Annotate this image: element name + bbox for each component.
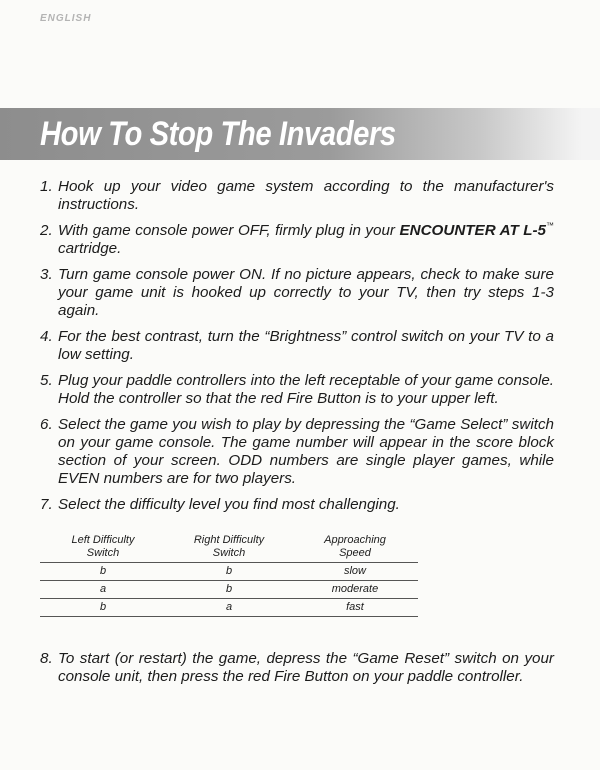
page-title: How To Stop The Invaders: [40, 115, 396, 153]
step-number: 4.: [40, 328, 53, 345]
step-number: 1.: [40, 178, 53, 195]
header-line: Right Difficulty: [193, 534, 265, 546]
table-row: [40, 598, 418, 617]
table-cell: b: [99, 601, 107, 613]
table-row: [40, 562, 418, 580]
instruction-step-6: [40, 416, 554, 488]
step-number: 2.: [40, 222, 53, 239]
step-number: 7.: [40, 496, 53, 513]
instruction-step-8: [40, 650, 554, 686]
table-row: [40, 580, 418, 598]
step-text: For the best contrast, turn the “Brightness” control switch on your TV to a low setting.: [58, 328, 554, 363]
header-line: Speed: [339, 547, 371, 559]
cartridge-name: ENCOUNTER AT L-5: [399, 222, 547, 239]
instruction-step-3: [40, 266, 554, 320]
step-text: With game console power OFF, firmly plug in your: [58, 222, 400, 239]
instruction-step-1: [40, 178, 554, 214]
step-number: 8.: [40, 650, 53, 667]
table-cell: b: [225, 565, 233, 577]
table-cell: a: [99, 583, 107, 595]
instruction-step-7: [40, 496, 554, 514]
instruction-step-5: [40, 372, 554, 408]
column-header-right-difficulty: [166, 534, 292, 562]
trademark-symbol: ™: [546, 221, 555, 230]
step-text: Select the game you wish to play by depressing the “Game Select” switch on your game console. The game number will appear in the score block section of your screen. ODD numbers are single player games, while EVEN numbers are for two players.: [58, 416, 554, 487]
table-header: [40, 534, 418, 562]
step-text: Select the difficulty level you find most challenging.: [58, 496, 400, 513]
header-line: Switch: [212, 547, 246, 559]
header-line: Approaching: [324, 534, 386, 546]
instruction-step-4: [40, 328, 554, 364]
header-line: Switch: [86, 547, 120, 559]
step-text: To start (or restart) the game, depress the “Game Reset” switch on your console unit, then press the red Fire Button on your paddle controller.: [58, 650, 554, 685]
column-header-left-difficulty: [40, 534, 166, 562]
table-cell: b: [225, 583, 233, 595]
instruction-step-2: [40, 222, 554, 258]
header-line: Left Difficulty: [71, 534, 135, 546]
table-cell: b: [99, 565, 107, 577]
language-label: ENGLISH: [40, 13, 92, 24]
step-text: Turn game console power ON. If no picture appears, check to make sure your game unit is hooked up correctly to your TV, then try steps 1-3 again.: [58, 266, 554, 319]
difficulty-table: [40, 534, 418, 617]
step-text-end: cartridge.: [58, 240, 122, 257]
step-text: Hook up your video game system according to the manufacturer's instructions.: [58, 178, 554, 213]
step-text: Plug your paddle controllers into the left receptable of your game console. Hold the controller so that the red Fire Button is to your upper left.: [58, 372, 554, 407]
title-banner: [0, 108, 600, 160]
instruction-list: [40, 178, 554, 522]
table-cell: a: [225, 601, 233, 613]
table-cell: fast: [346, 601, 364, 613]
step-number: 5.: [40, 372, 53, 389]
step-number: 3.: [40, 266, 53, 283]
table-cell: slow: [343, 565, 366, 577]
table-cell: moderate: [331, 583, 379, 595]
column-header-speed: [292, 534, 418, 562]
step-number: 6.: [40, 416, 53, 433]
